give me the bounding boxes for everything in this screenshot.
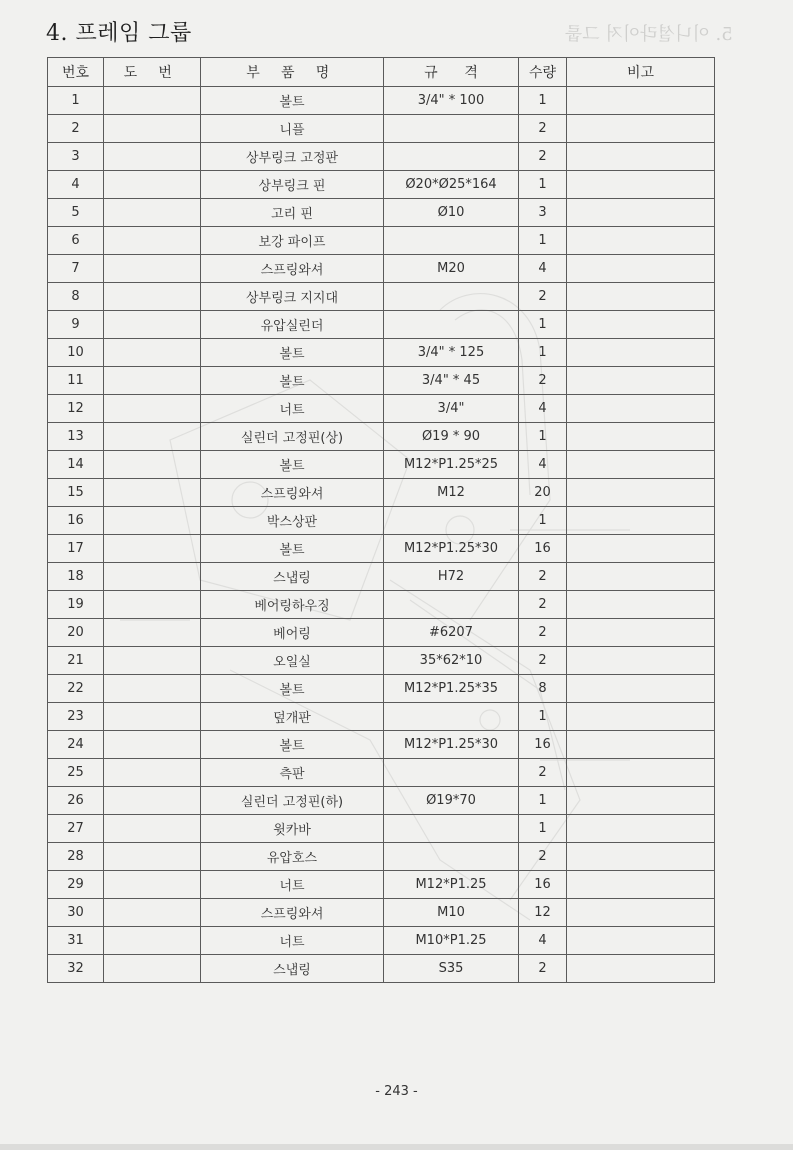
cell-qty: 2 [519, 563, 567, 591]
cell-remark [567, 143, 715, 171]
cell-drawing-no [104, 283, 201, 311]
cell-drawing-no [104, 171, 201, 199]
table-row [48, 591, 715, 619]
table-row [48, 507, 715, 535]
cell-no: 15 [48, 479, 104, 507]
cell-qty: 2 [519, 843, 567, 871]
cell-drawing-no [104, 871, 201, 899]
header-part-name: 부 품 명 [201, 58, 384, 87]
bleed-through-title: 5. 이니셜라이저 그룹 [565, 24, 733, 45]
cell-drawing-no [104, 899, 201, 927]
cell-spec: M12 [384, 479, 519, 507]
cell-qty: 2 [519, 367, 567, 395]
cell-drawing-no [104, 843, 201, 871]
table-row [48, 647, 715, 675]
cell-remark [567, 367, 715, 395]
cell-qty: 20 [519, 479, 567, 507]
cell-no: 23 [48, 703, 104, 731]
header-qty: 수량 [519, 58, 567, 87]
table-row [48, 843, 715, 871]
cell-remark [567, 87, 715, 115]
table-row [48, 115, 715, 143]
cell-remark [567, 731, 715, 759]
cell-spec: M10*P1.25 [384, 927, 519, 955]
cell-no: 25 [48, 759, 104, 787]
cell-drawing-no [104, 675, 201, 703]
parts-table-body [48, 87, 715, 983]
cell-qty: 8 [519, 675, 567, 703]
cell-no: 26 [48, 787, 104, 815]
cell-remark [567, 871, 715, 899]
cell-no: 9 [48, 311, 104, 339]
cell-remark [567, 255, 715, 283]
cell-drawing-no [104, 423, 201, 451]
cell-spec [384, 507, 519, 535]
cell-drawing-no [104, 227, 201, 255]
cell-spec: M12*P1.25*25 [384, 451, 519, 479]
cell-no: 31 [48, 927, 104, 955]
table-row [48, 367, 715, 395]
cell-remark [567, 843, 715, 871]
table-row [48, 563, 715, 591]
cell-qty: 1 [519, 423, 567, 451]
cell-drawing-no [104, 787, 201, 815]
header-no: 번호 [48, 58, 104, 87]
cell-qty: 1 [519, 703, 567, 731]
cell-drawing-no [104, 535, 201, 563]
table-row [48, 731, 715, 759]
cell-qty: 16 [519, 731, 567, 759]
cell-no: 7 [48, 255, 104, 283]
table-row [48, 87, 715, 115]
cell-no: 24 [48, 731, 104, 759]
cell-spec [384, 703, 519, 731]
cell-spec: 3/4" * 45 [384, 367, 519, 395]
cell-remark [567, 703, 715, 731]
cell-drawing-no [104, 395, 201, 423]
header-remark: 비고 [567, 58, 715, 87]
cell-remark [567, 675, 715, 703]
cell-no: 14 [48, 451, 104, 479]
table-row [48, 283, 715, 311]
cell-spec: M20 [384, 255, 519, 283]
cell-remark [567, 535, 715, 563]
cell-no: 3 [48, 143, 104, 171]
cell-part-name: 상부링크 고정판 [201, 143, 384, 171]
cell-drawing-no [104, 339, 201, 367]
table-row [48, 423, 715, 451]
table-row [48, 759, 715, 787]
cell-spec: Ø10 [384, 199, 519, 227]
cell-no: 1 [48, 87, 104, 115]
cell-spec: 3/4" * 125 [384, 339, 519, 367]
table-row [48, 311, 715, 339]
cell-spec: #6207 [384, 619, 519, 647]
cell-no: 29 [48, 871, 104, 899]
cell-drawing-no [104, 87, 201, 115]
cell-spec: Ø19*70 [384, 787, 519, 815]
cell-drawing-no [104, 507, 201, 535]
cell-spec [384, 143, 519, 171]
cell-spec: M12*P1.25 [384, 871, 519, 899]
cell-drawing-no [104, 115, 201, 143]
cell-spec: H72 [384, 563, 519, 591]
cell-remark [567, 227, 715, 255]
cell-drawing-no [104, 815, 201, 843]
cell-part-name: 오일실 [201, 647, 384, 675]
cell-no: 8 [48, 283, 104, 311]
table-row [48, 535, 715, 563]
cell-part-name: 베어링 [201, 619, 384, 647]
cell-spec [384, 227, 519, 255]
cell-remark [567, 759, 715, 787]
cell-remark [567, 199, 715, 227]
cell-qty: 12 [519, 899, 567, 927]
cell-no: 11 [48, 367, 104, 395]
cell-qty: 16 [519, 535, 567, 563]
cell-part-name: 유압호스 [201, 843, 384, 871]
cell-part-name: 스냅링 [201, 955, 384, 983]
cell-no: 16 [48, 507, 104, 535]
cell-qty: 2 [519, 115, 567, 143]
table-row [48, 899, 715, 927]
cell-drawing-no [104, 311, 201, 339]
cell-part-name: 스프링와셔 [201, 479, 384, 507]
cell-drawing-no [104, 647, 201, 675]
cell-part-name: 스냅링 [201, 563, 384, 591]
cell-spec: M10 [384, 899, 519, 927]
cell-part-name: 덮개판 [201, 703, 384, 731]
cell-qty: 1 [519, 311, 567, 339]
cell-part-name: 보강 파이프 [201, 227, 384, 255]
cell-part-name: 실린더 고정핀(하) [201, 787, 384, 815]
cell-remark [567, 591, 715, 619]
cell-no: 32 [48, 955, 104, 983]
cell-remark [567, 507, 715, 535]
cell-remark [567, 283, 715, 311]
cell-remark [567, 619, 715, 647]
cell-part-name: 윗카바 [201, 815, 384, 843]
cell-spec [384, 311, 519, 339]
cell-part-name: 스프링와셔 [201, 899, 384, 927]
cell-spec: M12*P1.25*30 [384, 731, 519, 759]
table-row [48, 339, 715, 367]
cell-remark [567, 395, 715, 423]
cell-drawing-no [104, 451, 201, 479]
cell-drawing-no [104, 255, 201, 283]
cell-spec [384, 759, 519, 787]
table-row [48, 171, 715, 199]
cell-no: 21 [48, 647, 104, 675]
cell-no: 2 [48, 115, 104, 143]
cell-remark [567, 171, 715, 199]
cell-spec [384, 815, 519, 843]
cell-no: 19 [48, 591, 104, 619]
cell-qty: 16 [519, 871, 567, 899]
cell-part-name: 베어링하우징 [201, 591, 384, 619]
cell-drawing-no [104, 367, 201, 395]
cell-part-name: 박스상판 [201, 507, 384, 535]
cell-drawing-no [104, 703, 201, 731]
cell-drawing-no [104, 199, 201, 227]
cell-qty: 2 [519, 283, 567, 311]
table-row [48, 675, 715, 703]
cell-remark [567, 423, 715, 451]
cell-part-name: 실린더 고정핀(상) [201, 423, 384, 451]
table-row [48, 199, 715, 227]
cell-qty: 4 [519, 255, 567, 283]
cell-remark [567, 647, 715, 675]
cell-part-name: 볼트 [201, 535, 384, 563]
cell-part-name: 상부링크 지지대 [201, 283, 384, 311]
cell-no: 20 [48, 619, 104, 647]
parts-table [47, 57, 715, 983]
table-row [48, 395, 715, 423]
cell-drawing-no [104, 143, 201, 171]
cell-qty: 1 [519, 87, 567, 115]
cell-remark [567, 339, 715, 367]
cell-no: 10 [48, 339, 104, 367]
cell-spec: Ø19 * 90 [384, 423, 519, 451]
cell-drawing-no [104, 591, 201, 619]
cell-part-name: 너트 [201, 395, 384, 423]
cell-spec: M12*P1.25*30 [384, 535, 519, 563]
cell-no: 28 [48, 843, 104, 871]
cell-remark [567, 311, 715, 339]
cell-remark [567, 787, 715, 815]
table-row [48, 451, 715, 479]
page-bottom-edge [0, 1144, 793, 1150]
cell-part-name: 너트 [201, 871, 384, 899]
cell-drawing-no [104, 731, 201, 759]
cell-drawing-no [104, 759, 201, 787]
cell-part-name: 볼트 [201, 87, 384, 115]
cell-qty: 4 [519, 927, 567, 955]
table-row [48, 787, 715, 815]
cell-spec: M12*P1.25*35 [384, 675, 519, 703]
cell-qty: 2 [519, 759, 567, 787]
cell-no: 27 [48, 815, 104, 843]
cell-qty: 1 [519, 339, 567, 367]
cell-part-name: 스프링와셔 [201, 255, 384, 283]
table-row [48, 227, 715, 255]
cell-drawing-no [104, 955, 201, 983]
cell-no: 5 [48, 199, 104, 227]
header-spec: 규 격 [384, 58, 519, 87]
cell-no: 17 [48, 535, 104, 563]
cell-part-name: 상부링크 핀 [201, 171, 384, 199]
cell-no: 13 [48, 423, 104, 451]
cell-qty: 4 [519, 395, 567, 423]
cell-no: 4 [48, 171, 104, 199]
cell-part-name: 볼트 [201, 675, 384, 703]
cell-drawing-no [104, 619, 201, 647]
cell-no: 30 [48, 899, 104, 927]
cell-qty: 1 [519, 507, 567, 535]
cell-part-name: 볼트 [201, 367, 384, 395]
cell-no: 18 [48, 563, 104, 591]
table-row [48, 955, 715, 983]
cell-no: 12 [48, 395, 104, 423]
cell-qty: 1 [519, 787, 567, 815]
cell-spec [384, 843, 519, 871]
cell-part-name: 볼트 [201, 731, 384, 759]
cell-drawing-no [104, 563, 201, 591]
cell-spec [384, 283, 519, 311]
cell-qty: 1 [519, 171, 567, 199]
table-row [48, 815, 715, 843]
cell-spec: S35 [384, 955, 519, 983]
table-header-row [48, 58, 715, 87]
table-row [48, 927, 715, 955]
cell-remark [567, 479, 715, 507]
cell-spec: 35*62*10 [384, 647, 519, 675]
cell-qty: 2 [519, 143, 567, 171]
cell-spec: 3/4" * 100 [384, 87, 519, 115]
cell-remark [567, 451, 715, 479]
cell-qty: 2 [519, 647, 567, 675]
cell-qty: 2 [519, 955, 567, 983]
cell-part-name: 니플 [201, 115, 384, 143]
cell-part-name: 유압실린더 [201, 311, 384, 339]
cell-remark [567, 815, 715, 843]
table-row [48, 255, 715, 283]
cell-part-name: 볼트 [201, 339, 384, 367]
cell-drawing-no [104, 479, 201, 507]
cell-part-name: 고리 핀 [201, 199, 384, 227]
cell-qty: 1 [519, 815, 567, 843]
cell-remark [567, 563, 715, 591]
cell-remark [567, 899, 715, 927]
cell-drawing-no [104, 927, 201, 955]
cell-no: 6 [48, 227, 104, 255]
cell-spec [384, 591, 519, 619]
table-row [48, 871, 715, 899]
header-drawing-no: 도 번 [104, 58, 201, 87]
cell-remark [567, 927, 715, 955]
table-row [48, 619, 715, 647]
cell-part-name: 볼트 [201, 451, 384, 479]
table-row [48, 143, 715, 171]
cell-qty: 3 [519, 199, 567, 227]
cell-qty: 4 [519, 451, 567, 479]
page-number: - 243 - [375, 1084, 418, 1099]
cell-spec: Ø20*Ø25*164 [384, 171, 519, 199]
cell-remark [567, 115, 715, 143]
table-row [48, 479, 715, 507]
table-row [48, 703, 715, 731]
section-title: 4. 프레임 그룹 [46, 21, 192, 46]
cell-part-name: 측판 [201, 759, 384, 787]
cell-no: 22 [48, 675, 104, 703]
cell-qty: 2 [519, 591, 567, 619]
cell-remark [567, 955, 715, 983]
cell-spec: 3/4" [384, 395, 519, 423]
cell-qty: 1 [519, 227, 567, 255]
cell-spec [384, 115, 519, 143]
cell-part-name: 너트 [201, 927, 384, 955]
cell-qty: 2 [519, 619, 567, 647]
